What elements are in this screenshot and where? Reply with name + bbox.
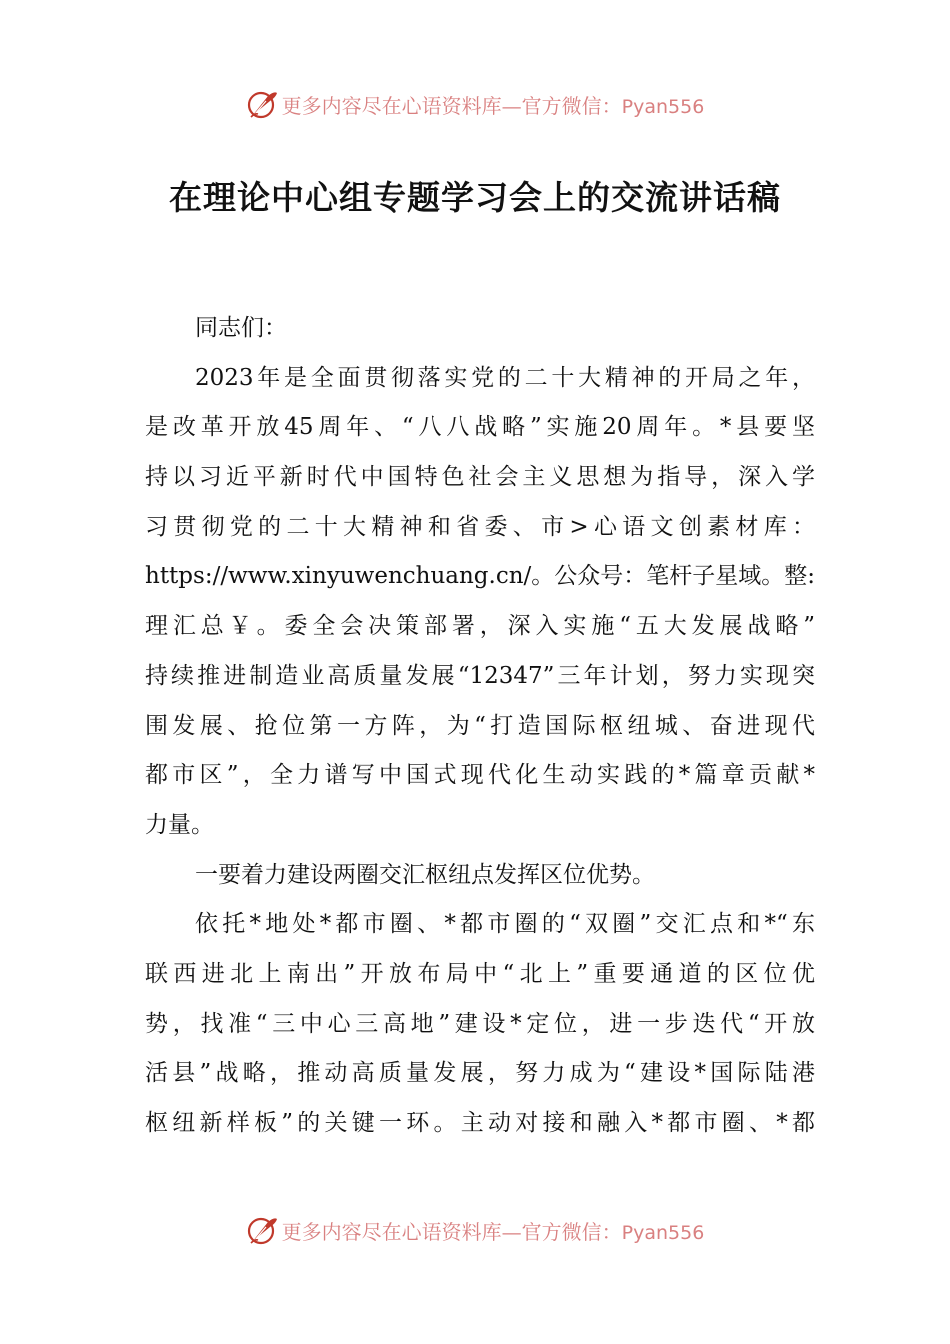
body-line: 都市区”，全力谱写中国式现代化生动实践的*篇章贡献* <box>145 762 815 789</box>
body-line: https://www.xinyuwenchuang.cn/。公众号：笔杆子星域。整: <box>145 563 816 590</box>
body-line: 力量。 <box>145 811 214 838</box>
body-line: 持续推进制造业高质量发展“12347”三年计划，努力实现突 <box>145 662 815 689</box>
body-line: 持以习近平新时代中国特色社会主义思想为指导，深入学 <box>145 464 815 491</box>
body-line: 枢纽新样板”的关键一环。主动对接和融入*都市圈、*都 <box>145 1110 815 1136</box>
watermark-banner-top <box>0 84 950 124</box>
body-line: 2023年是全面贯彻落实党的二十大精神的开局之年， <box>195 364 815 391</box>
quill-pen-logo-icon <box>246 1213 280 1247</box>
watermark-handle: Pyan556 <box>621 1221 705 1244</box>
body-line: 势，找准“三中心三高地”建设*定位，进一步迭代“开放 <box>145 1010 815 1037</box>
watermark-text: 更多内容尽在心语资料库—官方微信：Pyan556 <box>281 93 705 118</box>
body-line: 依托*地处*都市圈、*都市圈的“双圈”交汇点和*“东 <box>195 911 815 938</box>
body-line: 围发展、抢位第一方阵，为“打造国际枢纽城、奋进现代 <box>145 712 815 739</box>
body-line: 联西进北上南出”开放布局中“北上”重要通道的区位优 <box>145 960 815 987</box>
quill-pen-logo-icon <box>246 87 280 121</box>
body-line: 是改革开放45周年、“八八战略”实施20周年。*县要坚 <box>145 414 815 441</box>
body-line: 活县”战略，推动高质量发展，努力成为“建设*国际陆港 <box>145 1060 815 1087</box>
document-title: 在理论中心组专题学习会上的交流讲话稿 <box>169 178 781 217</box>
body-line: 同志们： <box>195 315 287 341</box>
section-heading: 一要着力建设两圈交汇枢纽点发挥区位优势。 <box>195 861 655 888</box>
body-line: 理汇总￥。委全会决策部署，深入实施“五大发展战略” <box>145 613 815 640</box>
watermark-banner-bottom <box>0 1210 950 1250</box>
document-body <box>145 304 815 1149</box>
watermark-text: 更多内容尽在心语资料库—官方微信：Pyan556 <box>281 1219 705 1244</box>
body-line: 习贯彻党的二十大精神和省委、市>心语文创素材库： <box>145 513 815 540</box>
watermark-handle: Pyan556 <box>621 95 705 118</box>
